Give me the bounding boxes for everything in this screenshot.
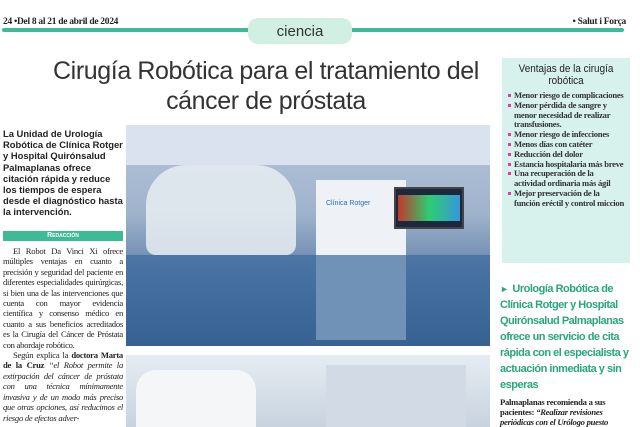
arrow-icon: ► — [500, 284, 509, 294]
robot-arms — [146, 165, 296, 255]
pull-quote-text: Urología Robótica de Clínica Rotger y Hospital Quirónsalud Palmaplanas ofrece un servicio de cita rápida con el especialista y actuación inmediata y sin esperas — [500, 283, 629, 391]
console — [136, 370, 256, 427]
list-item: Menor pérdida de sangre y menor necesidad de realizar transfusiones. — [508, 101, 624, 130]
surgeon-console-photo — [126, 355, 490, 427]
list-item: Menor riesgo de complicaciones — [508, 91, 624, 101]
header-rule-right — [350, 28, 624, 32]
article-title: Cirugía Robótica para el tratamiento del cáncer de próstata — [30, 56, 502, 120]
quote-text: “Realizar revisiones periódicas con el Urólogo puesto — [500, 407, 609, 427]
doctor-name: doctora Marta de la Cruz — [3, 350, 123, 371]
article-lead: La Unidad de Urología Robótica de Clínica Rotger y Hospital Quirónsalud Palmaplanas ofrece citación rápida y reduce los tiempos de espera desde el diagnóstico hasta la intervención. — [3, 128, 123, 218]
surgical-drapes — [126, 255, 490, 346]
advantages-title: Ventajas de la cirugía robótica — [518, 63, 614, 87]
list-item: Menos días con catéter — [508, 140, 624, 150]
ceiling — [126, 125, 490, 165]
publication-name: • Salut i Força — [572, 17, 626, 27]
list-item: Menor riesgo de infecciones — [508, 130, 624, 140]
advantages-box — [502, 58, 630, 263]
quote-text: “el Robot permite la extirpación del cáncer de próstata con una técnica mínimamente invasiva y de un modo más preciso que otras opciones, así reducimos el riesgo de efectos adver- — [3, 360, 123, 423]
text: Palmaplanas recomienda a sus pacientes: — [500, 397, 606, 417]
list-item: Reducción del dolor — [508, 150, 624, 160]
header-rule-left — [2, 28, 250, 32]
monitor-screen — [398, 195, 460, 221]
section-label: ciencia — [248, 18, 352, 44]
advantages-list — [508, 91, 624, 209]
column-text — [500, 397, 638, 427]
list-item: Mejor preservación de la función eréctil y control miccion — [508, 189, 624, 209]
article-body — [3, 246, 123, 423]
text: Según explica la — [13, 350, 72, 361]
paragraph: El Robot Da Vinci Xi ofrece múltiples ventajas en cuanto a precisión y seguridad del paciente en diferentes especialidades quirúrgicas, si bien una de las intervenciones que cuenta con mayor evidencia científica y consenso médico en cuanto a sus beneficios acreditados es la Cirugía del Cáncer de Próstata con abordaje robótico. — [3, 246, 123, 350]
list-item: Estancia hospitalaria más breve — [508, 160, 624, 170]
byline: Redacción — [3, 231, 123, 241]
list-item: Una recuperación de la actividad ordinaria más ágil — [508, 169, 624, 189]
pull-quote — [500, 281, 635, 393]
sign: Clínica Rotger — [326, 200, 371, 207]
room-background — [326, 365, 466, 427]
paragraph — [3, 350, 123, 423]
surgical-robot-photo — [126, 125, 490, 346]
page-info: 24 •Del 8 al 21 de abril de 2024 — [3, 17, 119, 27]
